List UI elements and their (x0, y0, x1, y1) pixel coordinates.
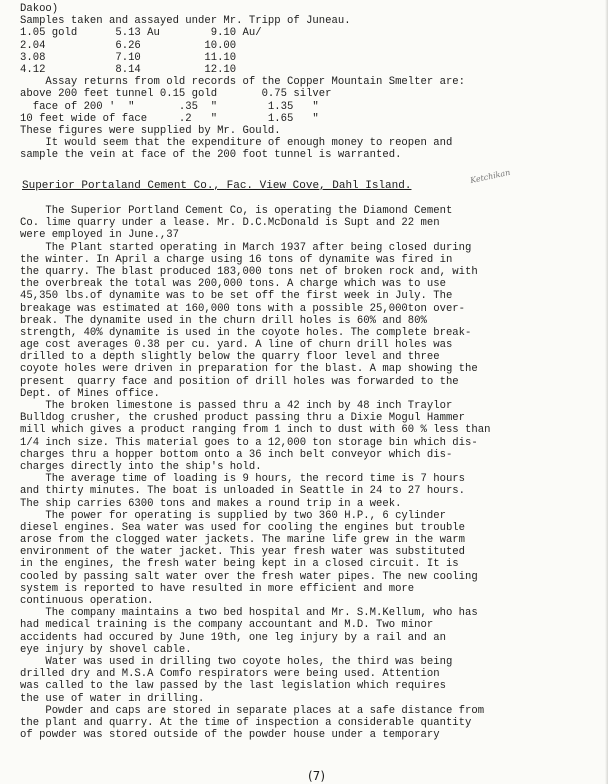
paragraph-line: charges thru a hopper bottom onto a 36 inch belt conveyor which dis- (20, 448, 453, 461)
smelter-line: It would seem that the expenditure of enough money to reopen and (20, 137, 453, 150)
smelter-line: sample the vein at face of the 200 foot tunnel is warranted. (20, 149, 402, 162)
paragraph-line: had medical training is the company accountant and M.D. Two minor (20, 619, 434, 632)
paragraph-line: Bulldog crusher, the crushed product passing thru a Dixie Mogul Hammer (20, 412, 466, 425)
header-block (20, 3, 595, 161)
smelter-line: above 200 feet tunnel 0.15 gold 0.75 silver (20, 88, 332, 101)
paragraph-line: strength, 40% dynamite is used in the coyote holes. The complete break- (20, 326, 472, 339)
paragraph-line: continuous operation. (20, 595, 154, 607)
paragraph-line: present quarry face and position of drill holes was forwarded to the (20, 375, 459, 388)
paragraph-line: The power for operating is supplied by two 360 H.P., 6 cylinder (20, 509, 446, 522)
paragraph-line: the winter. In April a charge using 16 tons of dynamite was fired in (20, 253, 453, 266)
paragraph-line: the use of water in drilling. (20, 692, 205, 705)
paragraph-line: the quarry. The blast produced 183,000 tons net of broken rock and, with (20, 265, 478, 278)
body-text (20, 205, 600, 741)
paragraph-line: drilled dry and M.S.A Comfo respirators were being used. Attention (20, 668, 440, 681)
assay-row: 4.12 8.14 12.10 (20, 63, 237, 76)
page-number: (7) (308, 769, 325, 783)
paragraph-line: The ship carries 6300 tons and makes a round trip in a week. (20, 497, 402, 510)
paragraph-line: was called to the law passed by the last legislation which requires (20, 680, 446, 693)
paragraph-line: environment of the water jacket. This year fresh water was substituted (20, 546, 466, 559)
paragraph-line: were employed in June.,37 (20, 229, 179, 242)
paragraph (20, 510, 600, 608)
paragraph-line: arose from the clogged water jackets. The marine life grew in the warm (20, 534, 466, 547)
paragraph-line: coyote holes were driven in preparation for the blast. A map showing the (20, 363, 478, 376)
paragraph-line: The Superior Portland Cement Co, is operating the Diamond Cement (20, 205, 453, 217)
paragraph-line: eye injury by shovel cable. (20, 643, 192, 656)
smelter-line: Assay returns from old records of the Copper Mountain Smelter are: (20, 76, 466, 89)
paragraph-line: the plant and quarry. At the time of inspection a considerable quantity (20, 716, 472, 729)
header-line: Dakoo) (20, 3, 59, 15)
paragraph-line: and thirty minutes. The boat is unloaded in Seattle in 24 to 27 hours. (20, 485, 466, 498)
paragraph-line: The broken limestone is passed thru a 42 inch by 48 inch Traylor (20, 400, 453, 412)
paragraph-line: Dept. of Mines office. (20, 387, 160, 400)
paragraph-line: cooled by passing salt water over the fresh water pipes. The new cooling (20, 570, 478, 583)
paragraph-line: The Plant started operating in March 1937 after being closed during (20, 241, 472, 254)
smelter-line: These figures were supplied by Mr. Gould. (20, 124, 281, 137)
assay-table (20, 27, 595, 76)
paragraph-line: The average time of loading is 9 hours, the record time is 7 hours (20, 473, 466, 486)
paragraph (20, 473, 600, 510)
paragraph-line: 45,350 lbs.of dynamite was to be set off the first week in July. The (20, 290, 453, 303)
paragraph-line: of powder was stored outside of the powder house under a temporary (20, 729, 440, 742)
paragraph (20, 242, 600, 400)
paragraph-line: break. The dynamite used in the churn drill holes is 60% and 80% (20, 314, 427, 327)
paragraph-line: Powder and caps are stored in separate places at a safe distance from (20, 704, 485, 717)
paragraph-line: mill which gives a product ranging from 1 inch to dust with 60 % less than (20, 424, 491, 437)
paragraph-line: charges directly into the ship's hold. (20, 460, 262, 473)
paragraph-line: drilled to a depth slightly below the quarry floor level and three (20, 351, 440, 364)
paragraph (20, 205, 600, 242)
smelter-block (20, 76, 595, 161)
smelter-line: face of 200 ' " .35 " 1.35 " (20, 100, 319, 113)
paragraph-line: the overbreak the total was 200,000 tons. A charge which was to use (20, 278, 446, 291)
paragraph (20, 656, 600, 705)
paragraph-line: system is reported to have resulted in more efficient and more (20, 582, 415, 595)
paragraph-line: The company maintains a two bed hospital and Mr. S.M.Kellum, who has (20, 607, 478, 620)
paragraph-line: breakage was estimated at 160,000 tons with a possible 25,000ton over- (20, 302, 466, 315)
assay-row: 2.04 6.26 10.00 (20, 39, 237, 52)
paragraph-line: Water was used in drilling two coyote holes, the third was being (20, 655, 453, 668)
paragraph-line: in the engines, the fresh water being kept in a closed circuit. It is (20, 558, 459, 571)
smelter-line: 10 feet wide of face .2 " 1.65 " (20, 112, 319, 125)
assay-row: 3.08 7.10 11.10 (20, 51, 237, 64)
paragraph-line: Co. lime quarry under a lease. Mr. D.C.McDonald is Supt and 22 men (20, 217, 440, 230)
paragraph-line: age cost averages 0.38 per cu. yard. A line of churn drill holes was (20, 339, 453, 352)
paragraph (20, 705, 600, 742)
margin-annotation: Ketchikan (469, 167, 512, 186)
paragraph (20, 400, 600, 473)
paragraph-line: accidents had occured by June 19th, one leg injury by a rail and an (20, 631, 446, 644)
paragraph-line: 1/4 inch size. This material goes to a 12,000 ton storage bin which dis- (20, 436, 478, 449)
paragraph-line: diesel engines. Sea water was used for cooling the engines but trouble (20, 521, 466, 534)
header-line: Samples taken and assayed under Mr. Tripp of Juneau. (20, 15, 351, 28)
section-title: Superior Portaland Cement Co., Fac. View Cove, Dahl Island. (22, 180, 412, 192)
assay-row: 1.05 gold 5.13 Au 9.10 Au/ (20, 27, 262, 40)
paragraph (20, 607, 600, 656)
